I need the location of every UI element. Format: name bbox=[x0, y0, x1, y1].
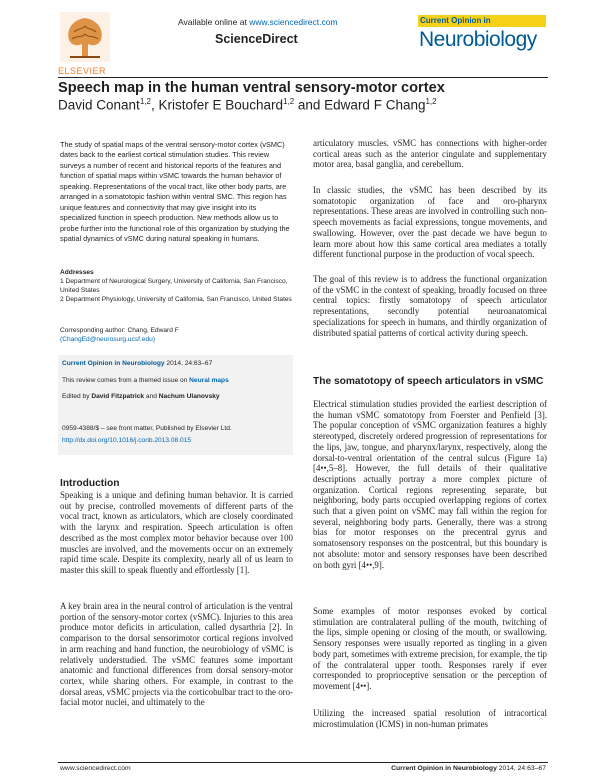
author-name: David Conant bbox=[58, 97, 140, 113]
body-paragraph: articulatory muscles. vSMC has connections with higher-order cortical areas such as the anterior cingulate and supplementary motor area, basal ganglia, and cerebellum. bbox=[313, 138, 547, 170]
body-paragraph: In classic studies, the vSMC has been described by its somatotopic organization of face and oro-pharynx representations. These areas are involved in controlling such non-speech movements as facial expressions, tongue movements, and swallowing. However, over the past decade we have begun to learn more about how this same cortical area mediates a totally different functional purpose in the production of vocal speech. bbox=[313, 185, 547, 260]
info-issn: 0959-4388/$ – see front matter, Published by Elsevier Ltd. bbox=[62, 425, 232, 432]
author-separator: , bbox=[150, 97, 159, 113]
corresponding-email-link[interactable]: (ChangEd@neurosurg.ucsf.edu) bbox=[60, 336, 156, 343]
addresses-heading: Addresses bbox=[60, 269, 94, 276]
author-affiliation: 1,2 bbox=[425, 97, 437, 106]
author-list bbox=[58, 97, 437, 113]
info-citation-text: 2014, 24:63–67 bbox=[164, 360, 213, 367]
info-themed-issue bbox=[62, 377, 229, 384]
info-edited-and: and bbox=[144, 393, 159, 400]
address-item: 1 Department of Neurological Surgery, University of California, San Francisco, United States bbox=[60, 278, 288, 294]
journal-banner-top: Current Opinion in bbox=[418, 15, 546, 27]
header-rule bbox=[58, 77, 548, 78]
journal-banner-name: Neurobiology bbox=[419, 28, 537, 51]
info-journal-name: Current Opinion in Neurobiology bbox=[62, 360, 165, 367]
body-paragraph: The goal of this review is to address the functional organization of the vSMC in the context of speaking, broadly focused on three central topics: firstly somatotopy of speech articulator representations, secondly potential neuroanatomical specializations for speech in humans, and thirdly organization of distributed spatial patterns of cortical activity during speech. bbox=[313, 274, 547, 338]
body-paragraph: Utilizing the increased spatial resolution of intracortical microstimulation (ICMS) in non-human primates bbox=[313, 708, 547, 729]
corresponding-label: Corresponding author: Chang, Edward F bbox=[60, 327, 179, 334]
footer-journal: Current Opinion in Neurobiology bbox=[391, 765, 497, 772]
info-edited-prefix: Edited by bbox=[62, 393, 92, 400]
author-name: Edward F Chang bbox=[324, 97, 426, 113]
article-info-box bbox=[58, 355, 293, 455]
section-heading-somatotopy: The somatotopy of speech articulators in vSMC bbox=[313, 376, 544, 387]
body-paragraph: A key brain area in the neural control of articulation is the ventral portion of the sensory-motor cortex (vSMC). Injuries to this area produce motor deficits in articulation, called dysarthria [2]. In comparison to the dorsal sensorimotor cortical regions involved in arm reaching and hand function, the neurobiology of vSMC is relatively understudied. The vSMC features some important anatomic and functional differences from dorsal sensory-motor cortex, while sharing others. For example, in contrast to the dorsal areas, vSMC projects via the corticobulbar tract to the oro-facial motor nuclei, and ultimately to the bbox=[60, 601, 293, 708]
author-affiliation: 1,2 bbox=[139, 97, 151, 106]
addresses bbox=[60, 268, 293, 304]
body-paragraph: Speaking is a unique and defining human behavior. It is carried out by precise, controlled movements of different parts of the vocal tract, known as articulators, which are closely coordinated with the larynx and respiration. Speech articulation is often described as the most complex motor behavior because over 100 muscles are involved, and the movements occur on an extremely rapid time scale. Despite its complexity, nearly all of us learn to master this skill to speak fluently and effortlessly [1]. bbox=[60, 490, 293, 575]
footer-citation-text: 2014, 24:63–67 bbox=[496, 765, 546, 772]
author-affiliation: 1,2 bbox=[283, 97, 295, 106]
footer-rule bbox=[58, 762, 548, 763]
elsevier-tree-logo bbox=[60, 12, 110, 62]
body-paragraph: Electrical stimulation studies provided the earliest description of the human vSMC somatotopy from Foerster and Penfield [3]. The popular conception of vSMC organization features a highly stereotyped, discretely ordered progression of representations for the lips, jaw, tongue, and pharynx/larynx, respectively, along the dorsal-to-ventral orientation of the central sulcus (Figure 1a) [4••,5–8]. However, the full details of their qualitative descriptions actually portray a more complex picture of organization. Cortical regions representing separate, but neighboring, body parts occupied overlapping regions of cortex such that a given point on vSMC may fall within the region for several, neighboring body parts. Generally, there was a strong bias for motor responses on the precentral gyrus and somatosensory responses on the postcentral, but this boundary is not absolute: motor and sensory responses have been described on both gyri [4••,9]. bbox=[313, 399, 547, 570]
available-online bbox=[178, 17, 338, 27]
platform-name: ScienceDirect bbox=[215, 32, 298, 46]
section-heading-introduction: Introduction bbox=[60, 478, 120, 489]
doi-link[interactable]: http://dx.doi.org/10.1016/j.conb.2013.08.015 bbox=[62, 437, 192, 444]
publisher-name: ELSEVIER bbox=[58, 66, 107, 76]
info-citation bbox=[62, 360, 212, 367]
footer-url[interactable]: www.sciencedirect.com bbox=[60, 765, 131, 772]
sciencedirect-link[interactable]: www.sciencedirect.com bbox=[249, 17, 338, 27]
editor-name: Nachum Ulanovsky bbox=[158, 393, 220, 400]
info-issue-prefix: This review comes from a themed issue on bbox=[62, 377, 190, 384]
abstract: The study of spatial maps of the ventral sensory-motor cortex (vSMC) dates back to the earliest cortical stimulation studies. This review surveys a number of recent and historical reports of the features and function of spatial maps within vSMC towards the human behavior of speaking. Representations of the vocal tract, like other body parts, are arranged in a somatotopic fashion within ventral SMC. This region has unique features and connectivity that may give insight into its specialized function in speech production. New methods allow us to probe further into the functional role of this organization by studying the spatial dynamics of vSMC during natural speaking in humans. bbox=[60, 140, 290, 244]
address-item: 2 Department Physiology, University of California, San Francisco, United States bbox=[60, 296, 292, 303]
corresponding-author bbox=[60, 326, 293, 344]
available-prefix: Available online at bbox=[178, 17, 247, 27]
body-paragraph: Some examples of motor responses evoked by cortical stimulation are contralateral pulling of the mouth, twitching of the lips, simple opening or closing of the mouth, or swallowing. Sensory responses were usually reported as tingling in a given body part, sometimes with extreme precision, for example, the tip of the contralateral upper tooth. Responses rarely if ever corresponded to proprioceptive sensation or the perception of movement [4••]. bbox=[313, 606, 547, 691]
info-editors bbox=[62, 393, 220, 400]
editor-name: David Fitzpatrick bbox=[91, 393, 145, 400]
author-name: Kristofer E Bouchard bbox=[158, 97, 284, 113]
themed-issue-link[interactable]: Neural maps bbox=[189, 377, 229, 384]
article-title: Speech map in the human ventral sensory-motor cortex bbox=[58, 80, 445, 96]
author-separator: and bbox=[294, 97, 325, 113]
footer-citation bbox=[350, 765, 546, 772]
